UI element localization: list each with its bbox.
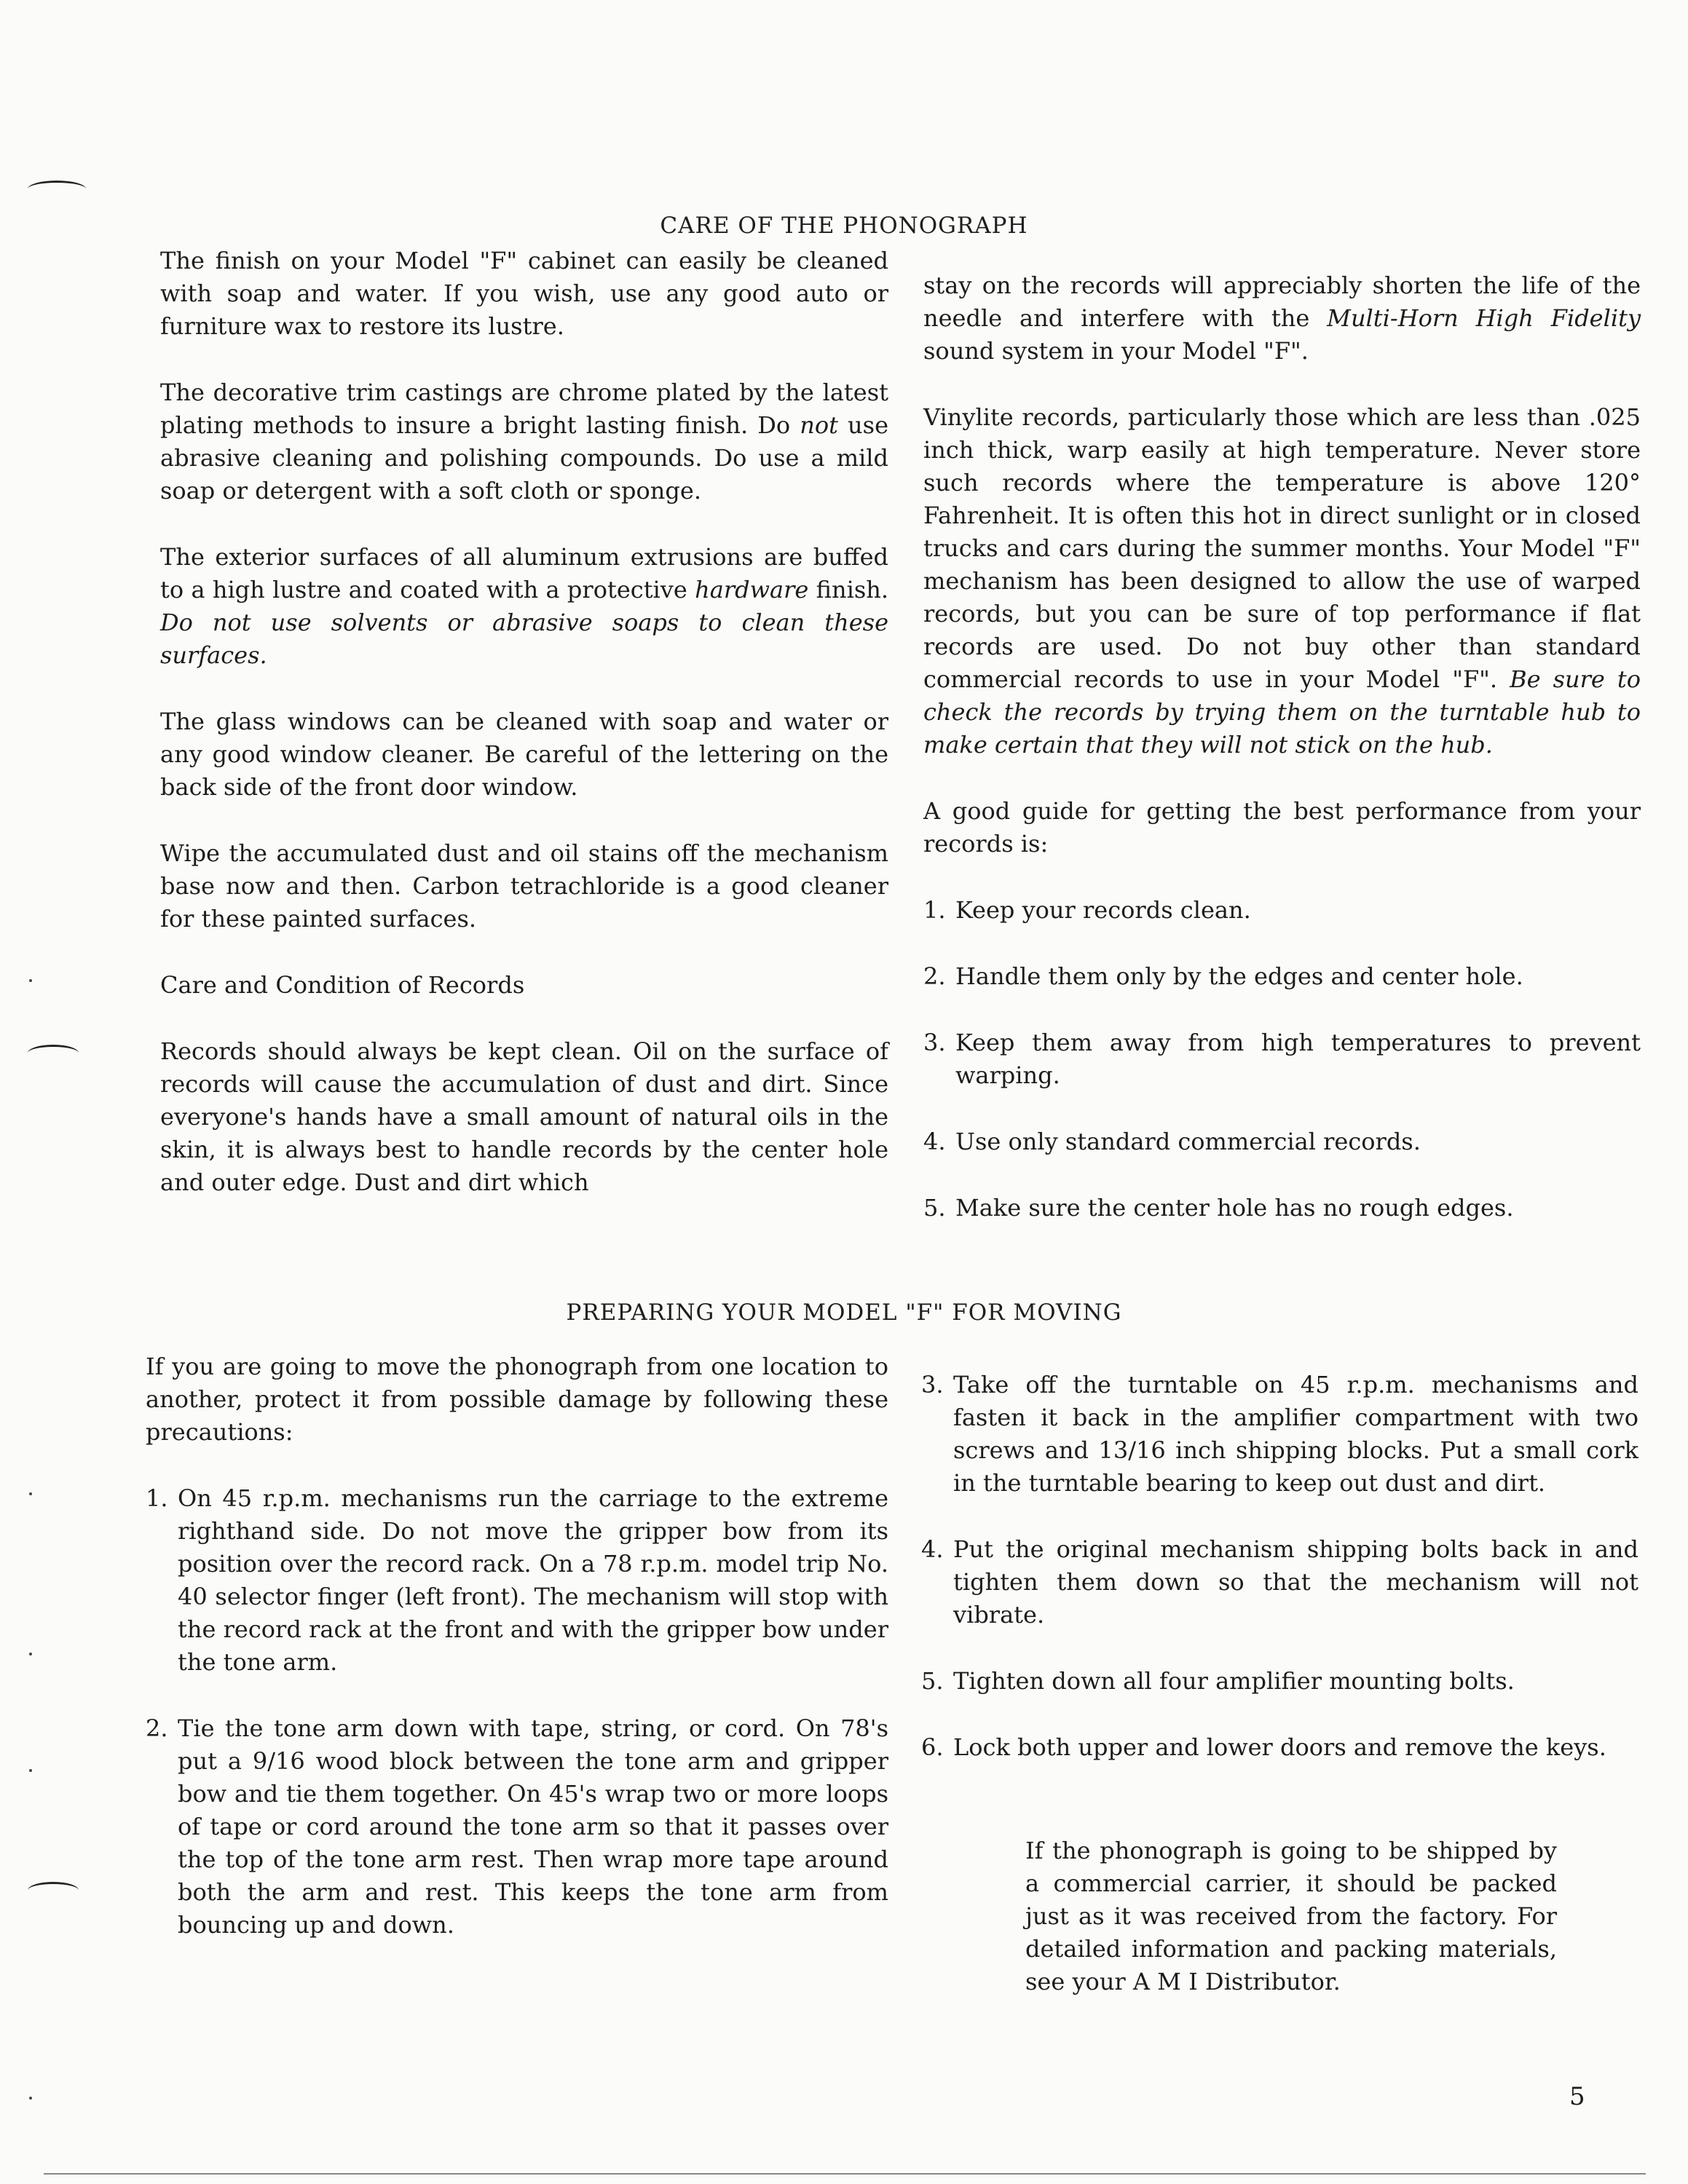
- paragraph-trim-castings: [160, 376, 888, 507]
- bottom-edge-rule: [44, 2173, 1646, 2175]
- list-text: Tie the tone arm down with tape, string, or cord. On 78's put a 9/16 wood block between the tone arm and gripper bow and tie them together. On 45's wrap two or more loops of tape or cord around the tone arm so that it passes over the top of the tone arm rest. Then wrap more tape around both the arm and rest. This keeps the tone arm from bouncing up and down.: [178, 1714, 888, 1939]
- records-guide-list: [923, 894, 1641, 1224]
- paragraph-records-clean: Records should always be kept clean. Oil on the surface of records will cause the accumulation of dust and dirt. Since everyone's hands have a small amount of natural oils in the skin, it is always best to handle records by the center hole and outer edge. Dust and dirt which: [160, 1037, 888, 1196]
- moving-steps-right: [921, 1369, 1638, 1764]
- list-item: [923, 960, 1641, 993]
- margin-speck: [29, 1653, 32, 1655]
- list-item: [923, 894, 1641, 927]
- list-number: 2.: [146, 1714, 168, 1742]
- margin-speck: [29, 1492, 32, 1495]
- emphasis-not: not: [800, 411, 838, 439]
- list-text: Make sure the center hole has no rough edges.: [955, 1194, 1514, 1222]
- list-number: 4.: [923, 1128, 946, 1155]
- list-text: Keep your records clean.: [955, 896, 1251, 924]
- list-item: [923, 1125, 1641, 1158]
- emphasis-multi-horn: Multi-Horn High Fidelity: [1327, 304, 1641, 332]
- page-number: 5: [1569, 2082, 1585, 2111]
- margin-speck: [29, 1769, 32, 1772]
- records-subheading: Care and Condition of Records: [160, 971, 525, 999]
- emphasis-warning: Do not use solvents or abrasive soaps to clean these surfaces.: [160, 609, 888, 669]
- list-text: Keep them away from high temperatures to prevent warping.: [955, 1029, 1641, 1089]
- punch-hole-mark-middle: [28, 1045, 79, 1061]
- list-text: Tighten down all four amplifier mounting bolts.: [953, 1667, 1515, 1695]
- text: The decorative trim castings are chrome plated by the latest plating methods to insure a bright lasting finish. Do: [160, 379, 888, 439]
- paragraph-mechanism-base: Wipe the accumulated dust and oil stains off the mechanism base now and then. Carbon tetrachloride is a good cleaner for these painted surfaces.: [160, 839, 888, 933]
- list-number: 1.: [146, 1484, 168, 1512]
- paragraph-good-guide: A good guide for getting the best performance from your records is:: [923, 797, 1641, 858]
- text: sound system in your Model "F".: [923, 337, 1309, 365]
- list-item: [921, 1533, 1638, 1631]
- punch-hole-mark-top: [28, 181, 86, 197]
- emphasis-hardware: hardware: [695, 576, 809, 604]
- list-number: 5.: [921, 1667, 944, 1695]
- list-number: 4.: [921, 1535, 944, 1563]
- paragraph-aluminum-extrusions: [160, 541, 888, 672]
- paragraph-glass-windows: The glass windows can be cleaned with soap and water or any good window cleaner. Be careful of the lettering on the back side of the front door window.: [160, 708, 888, 801]
- list-text: Put the original mechanism shipping bolts back in and tighten them down so that the mechanism will not vibrate.: [953, 1535, 1638, 1629]
- list-number: 1.: [923, 896, 946, 924]
- list-text: On 45 r.p.m. mechanisms run the carriage to the extreme righthand side. Do not move the gripper bow from its position over the record rack. On a 78 r.p.m. model trip No. 40 selector finger (left front). The mechanism will stop with the record rack at the front and with the gripper bow under the tone arm.: [178, 1484, 888, 1676]
- care-left-column: [160, 245, 888, 1233]
- list-item: [921, 1731, 1638, 1764]
- text: The exterior surfaces of all aluminum extrusions are buffed to a high lustre and coated with a protective: [160, 543, 888, 604]
- list-item: [923, 1026, 1641, 1092]
- moving-steps-left: [146, 1482, 888, 1942]
- moving-heading: PREPARING YOUR MODEL "F" FOR MOVING: [566, 1299, 1122, 1326]
- list-item: [923, 1192, 1641, 1224]
- list-item: [146, 1712, 888, 1942]
- paragraph-needle-life: [923, 269, 1641, 368]
- list-text: Take off the turntable on 45 r.p.m. mechanisms and fasten it back in the amplifier compartment with two screws and 13/16 inch shipping blocks. Put a small cork in the turntable bearing to keep out dust and dirt.: [953, 1371, 1638, 1497]
- emphasis-check-records: Be sure to check the records by trying them on the turntable hub to make certain that they will not stick on the hub.: [923, 665, 1641, 759]
- list-number: 3.: [921, 1371, 944, 1398]
- paragraph-cabinet-finish: The finish on your Model "F" cabinet can easily be cleaned with soap and water. If you wish, use any good auto or furniture wax to restore its lustre.: [160, 247, 888, 340]
- list-number: 5.: [923, 1194, 946, 1222]
- moving-right-column: [921, 1369, 1638, 1797]
- paragraph-vinylite-records: [923, 401, 1641, 761]
- text: stay on the records will appreciably shorten the life of the needle and interfere with the: [923, 272, 1641, 332]
- list-text: Lock both upper and lower doors and remove the keys.: [953, 1733, 1606, 1761]
- text: finish.: [816, 576, 889, 604]
- paragraph-moving-intro: If you are going to move the phonograph from one location to another, protect it from possible damage by following these precautions:: [146, 1353, 888, 1446]
- margin-speck: [29, 2097, 32, 2100]
- margin-speck: [29, 979, 32, 982]
- care-of-phonograph-heading: CARE OF THE PHONOGRAPH: [660, 213, 1028, 239]
- shipping-note: If the phonograph is going to be shipped by a commercial carrier, it should be packed just as it was received from the factory. For detailed information and packing materials, see your A M I Distributor.: [1025, 1837, 1557, 1995]
- list-item: [921, 1665, 1638, 1698]
- list-number: 3.: [923, 1029, 946, 1056]
- punch-hole-mark-bottom: [28, 1882, 79, 1899]
- list-number: 2.: [923, 962, 946, 990]
- text: Vinylite records, particularly those which are less than .025 inch thick, warp easily at high temperature. Never store such records where the temperature is above 120° Fahrenheit. It is often this hot in direct sunlight or in closed trucks and cars during the summer months. Your Model "F" mechanism has been designed to allow the use of warped records, but you can be sure of top performance if flat records are used. Do not buy other than standard commercial records to use in your Model "F".: [923, 403, 1641, 693]
- list-text: Handle them only by the edges and center hole.: [955, 962, 1523, 990]
- list-text: Use only standard commercial records.: [955, 1128, 1421, 1155]
- moving-left-column: [146, 1350, 888, 1975]
- list-item: [921, 1369, 1638, 1500]
- list-item: [146, 1482, 888, 1679]
- list-number: 6.: [921, 1733, 944, 1761]
- care-right-column: [923, 269, 1641, 1258]
- text: use abrasive cleaning and polishing compounds. Do use a mild soap or detergent with a soft cloth or sponge.: [160, 411, 889, 505]
